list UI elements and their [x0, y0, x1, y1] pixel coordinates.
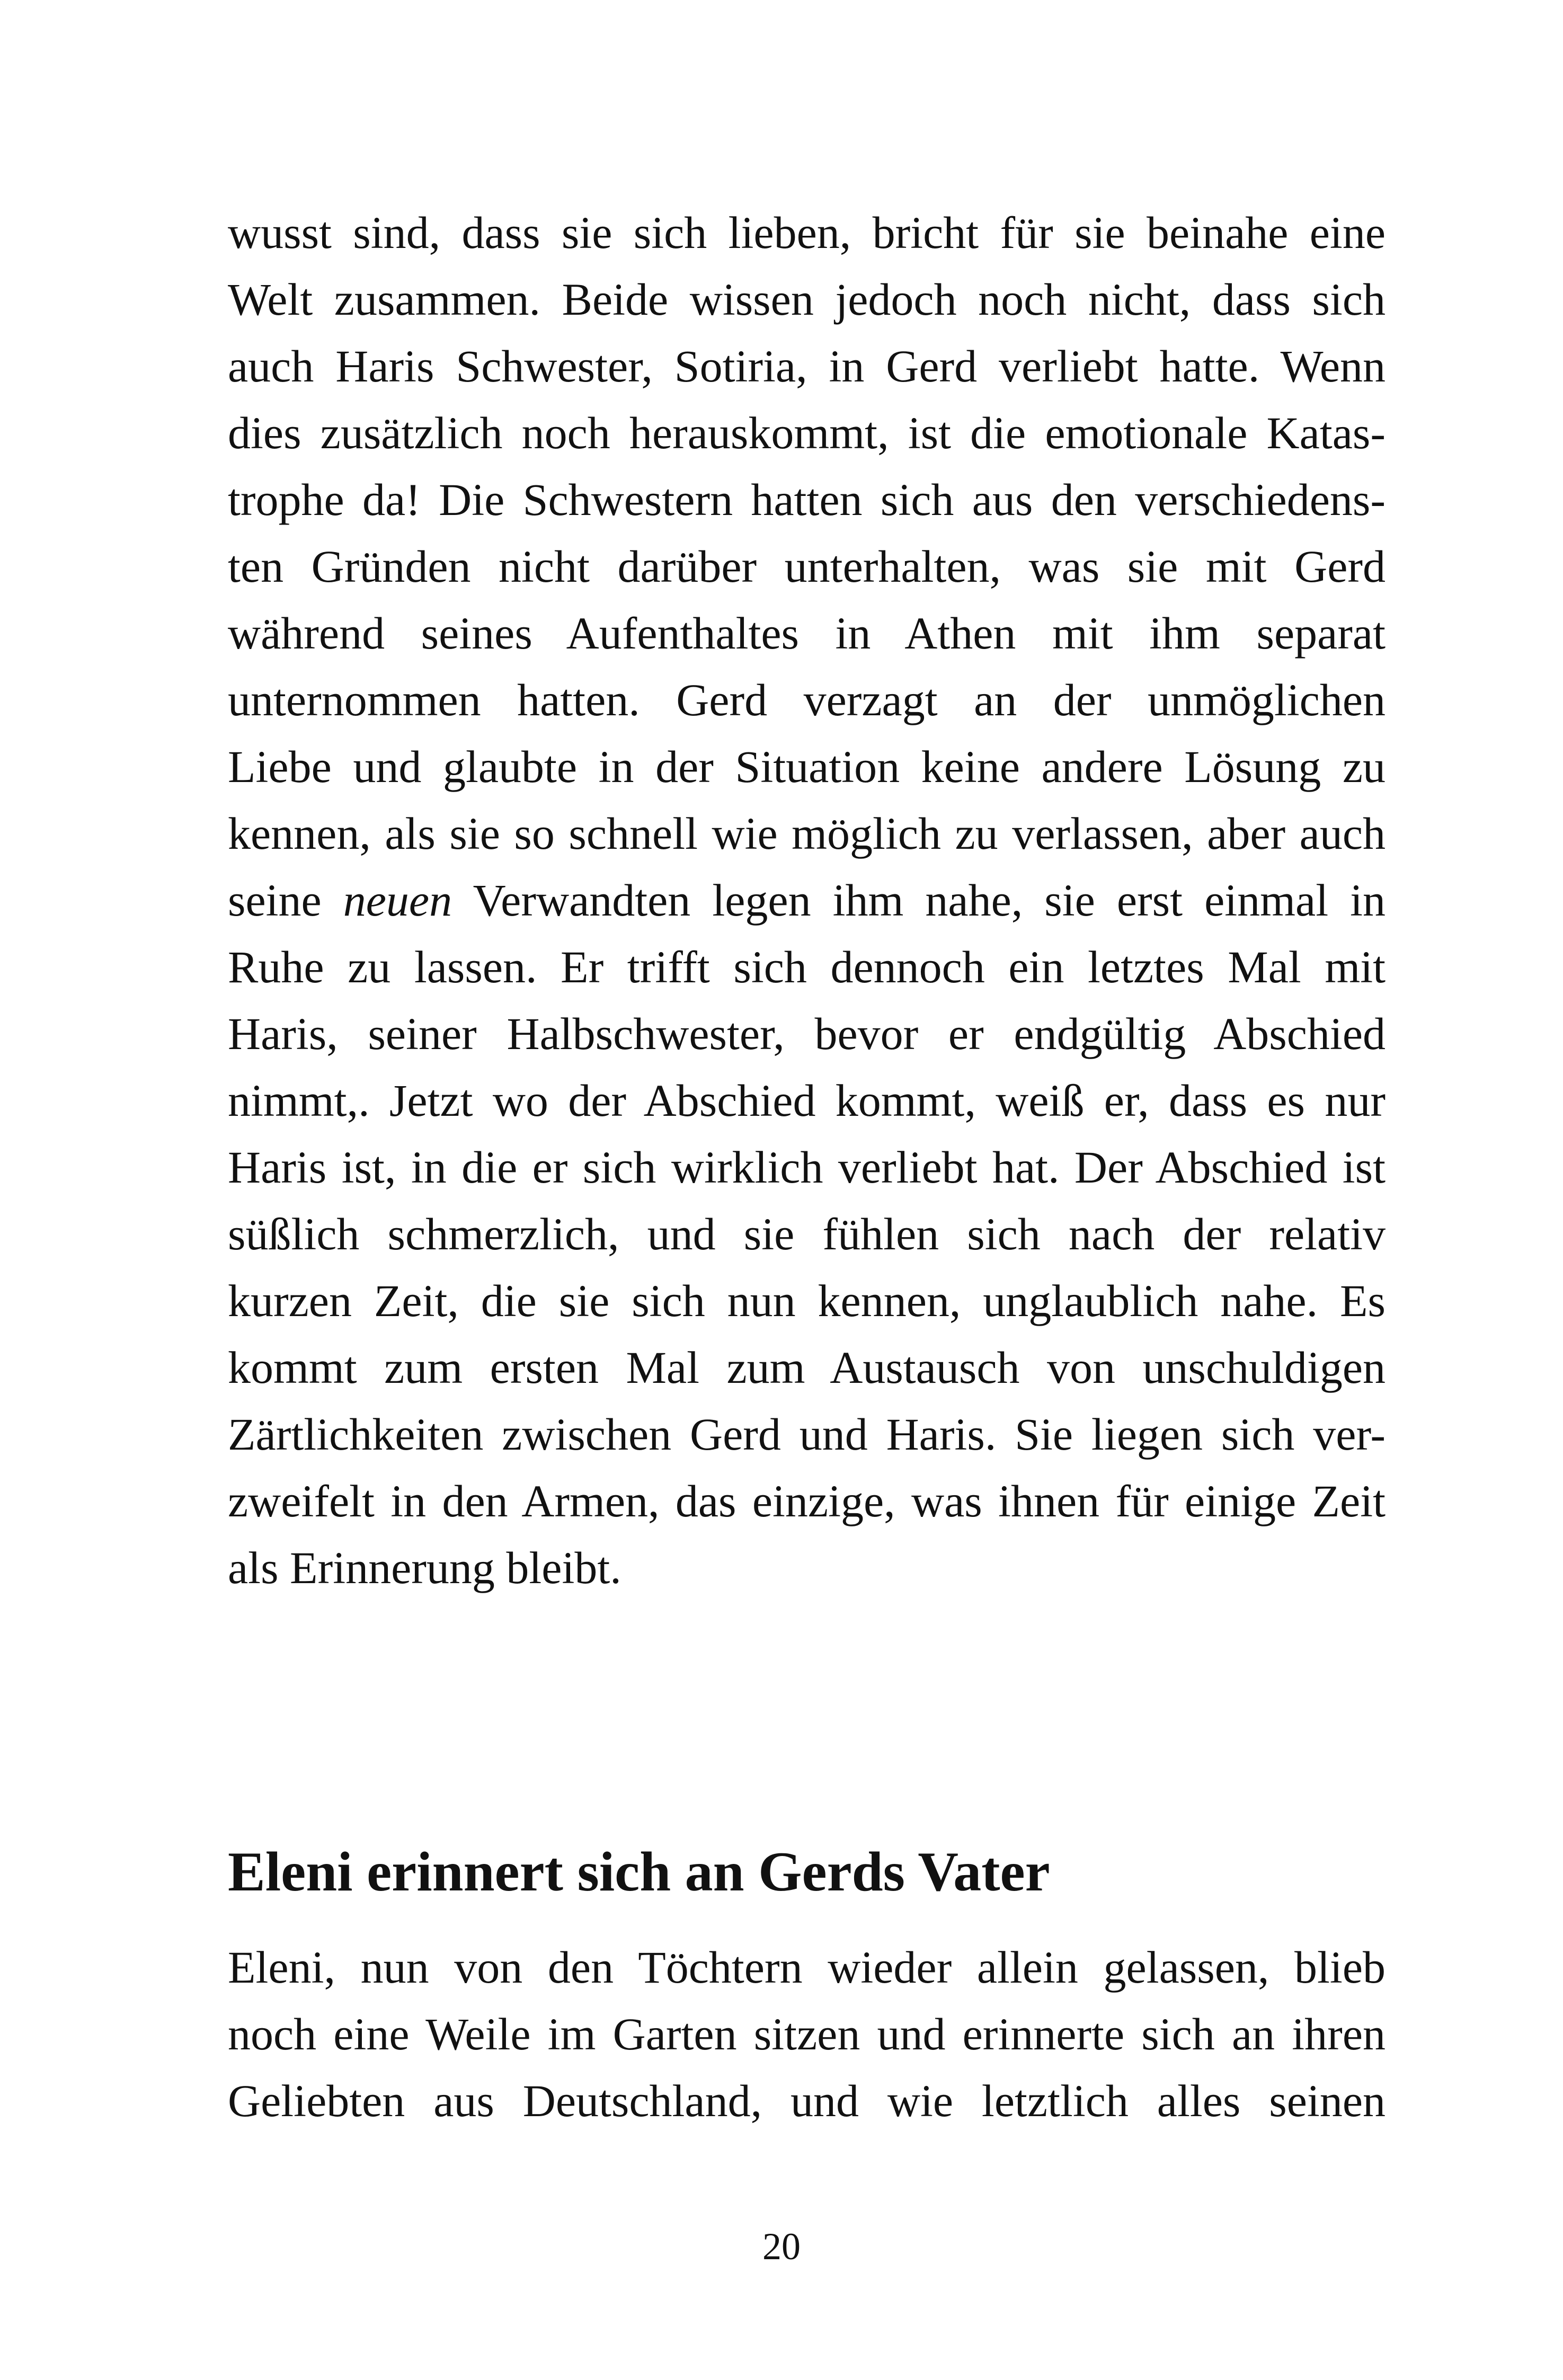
text-line: unternommen hatten. Gerd verzagt an der unmöglichen [228, 674, 1386, 725]
text-line: zweifelt in den Armen, das einzige, was ihnen für einige Zeit [228, 1476, 1386, 1526]
text-line: Haris, seiner Halbschwester, bevor er endgültig Abschied [228, 1008, 1386, 1059]
text-segment: seine [228, 875, 343, 926]
text-line: Ruhe zu lassen. Er trifft sich dennoch ein letztes Mal mit [228, 942, 1386, 992]
text-line: Haris ist, in die er sich wirklich verliebt hat. Der Abschied ist [228, 1142, 1386, 1193]
body-paragraph [228, 199, 1386, 1601]
text-line: noch eine Weile im Garten sitzen und erinnerte sich an ihren [228, 2009, 1386, 2059]
text-line: kommt zum ersten Mal zum Austausch von unschuldigen [228, 1342, 1386, 1393]
text-line: trophe da! Die Schwestern hatten sich aus den verschiedens- [228, 474, 1386, 525]
text-line: süßlich schmerzlich, und sie fühlen sich nach der relativ [228, 1209, 1386, 1259]
text-line: wusst sind, dass sie sich lieben, bricht für sie beinahe eine [228, 207, 1386, 258]
text-line: Welt zusammen. Beide wissen jedoch noch nicht, dass sich [228, 274, 1386, 325]
italic-word: neuen [343, 875, 452, 926]
text-line-with-italic [228, 867, 1386, 934]
text-line: nimmt,. Jetzt wo der Abschied kommt, weiß er, dass es nur [228, 1075, 1386, 1126]
text-line: kurzen Zeit, die sie sich nun kennen, unglaublich nahe. Es [228, 1275, 1386, 1326]
text-line: Eleni, nun von den Töchtern wieder allein gelassen, blieb [228, 1942, 1386, 1993]
text-line: ten Gründen nicht darüber unterhalten, was sie mit Gerd [228, 541, 1386, 592]
text-line: während seines Aufenthaltes in Athen mit ihm separat [228, 608, 1386, 659]
text-line: dies zusätzlich noch herauskommt, ist die emotionale Katas- [228, 407, 1386, 458]
text-line: Zärtlichkeiten zwischen Gerd und Haris. Sie liegen sich ver- [228, 1409, 1386, 1460]
text-line: Liebe und glaubte in der Situation keine andere Lösung zu [228, 741, 1386, 792]
page-number: 20 [762, 2225, 801, 2268]
text-line: auch Haris Schwester, Sotiria, in Gerd verliebt hatte. Wenn [228, 341, 1386, 392]
body-paragraph [228, 1934, 1386, 2134]
text-line: Geliebten aus Deutschland, und wie letztlich alles seinen [228, 2075, 1386, 2126]
section-heading: Eleni erinnert sich an Gerds Vater [228, 1840, 1050, 1903]
text-segment: Verwandten legen ihm nahe, sie erst einmal in [452, 875, 1386, 926]
text-line: als Erinnerung bleibt. [228, 1542, 621, 1593]
text-line: kennen, als sie so schnell wie möglich zu verlassen, aber auch [228, 808, 1386, 859]
